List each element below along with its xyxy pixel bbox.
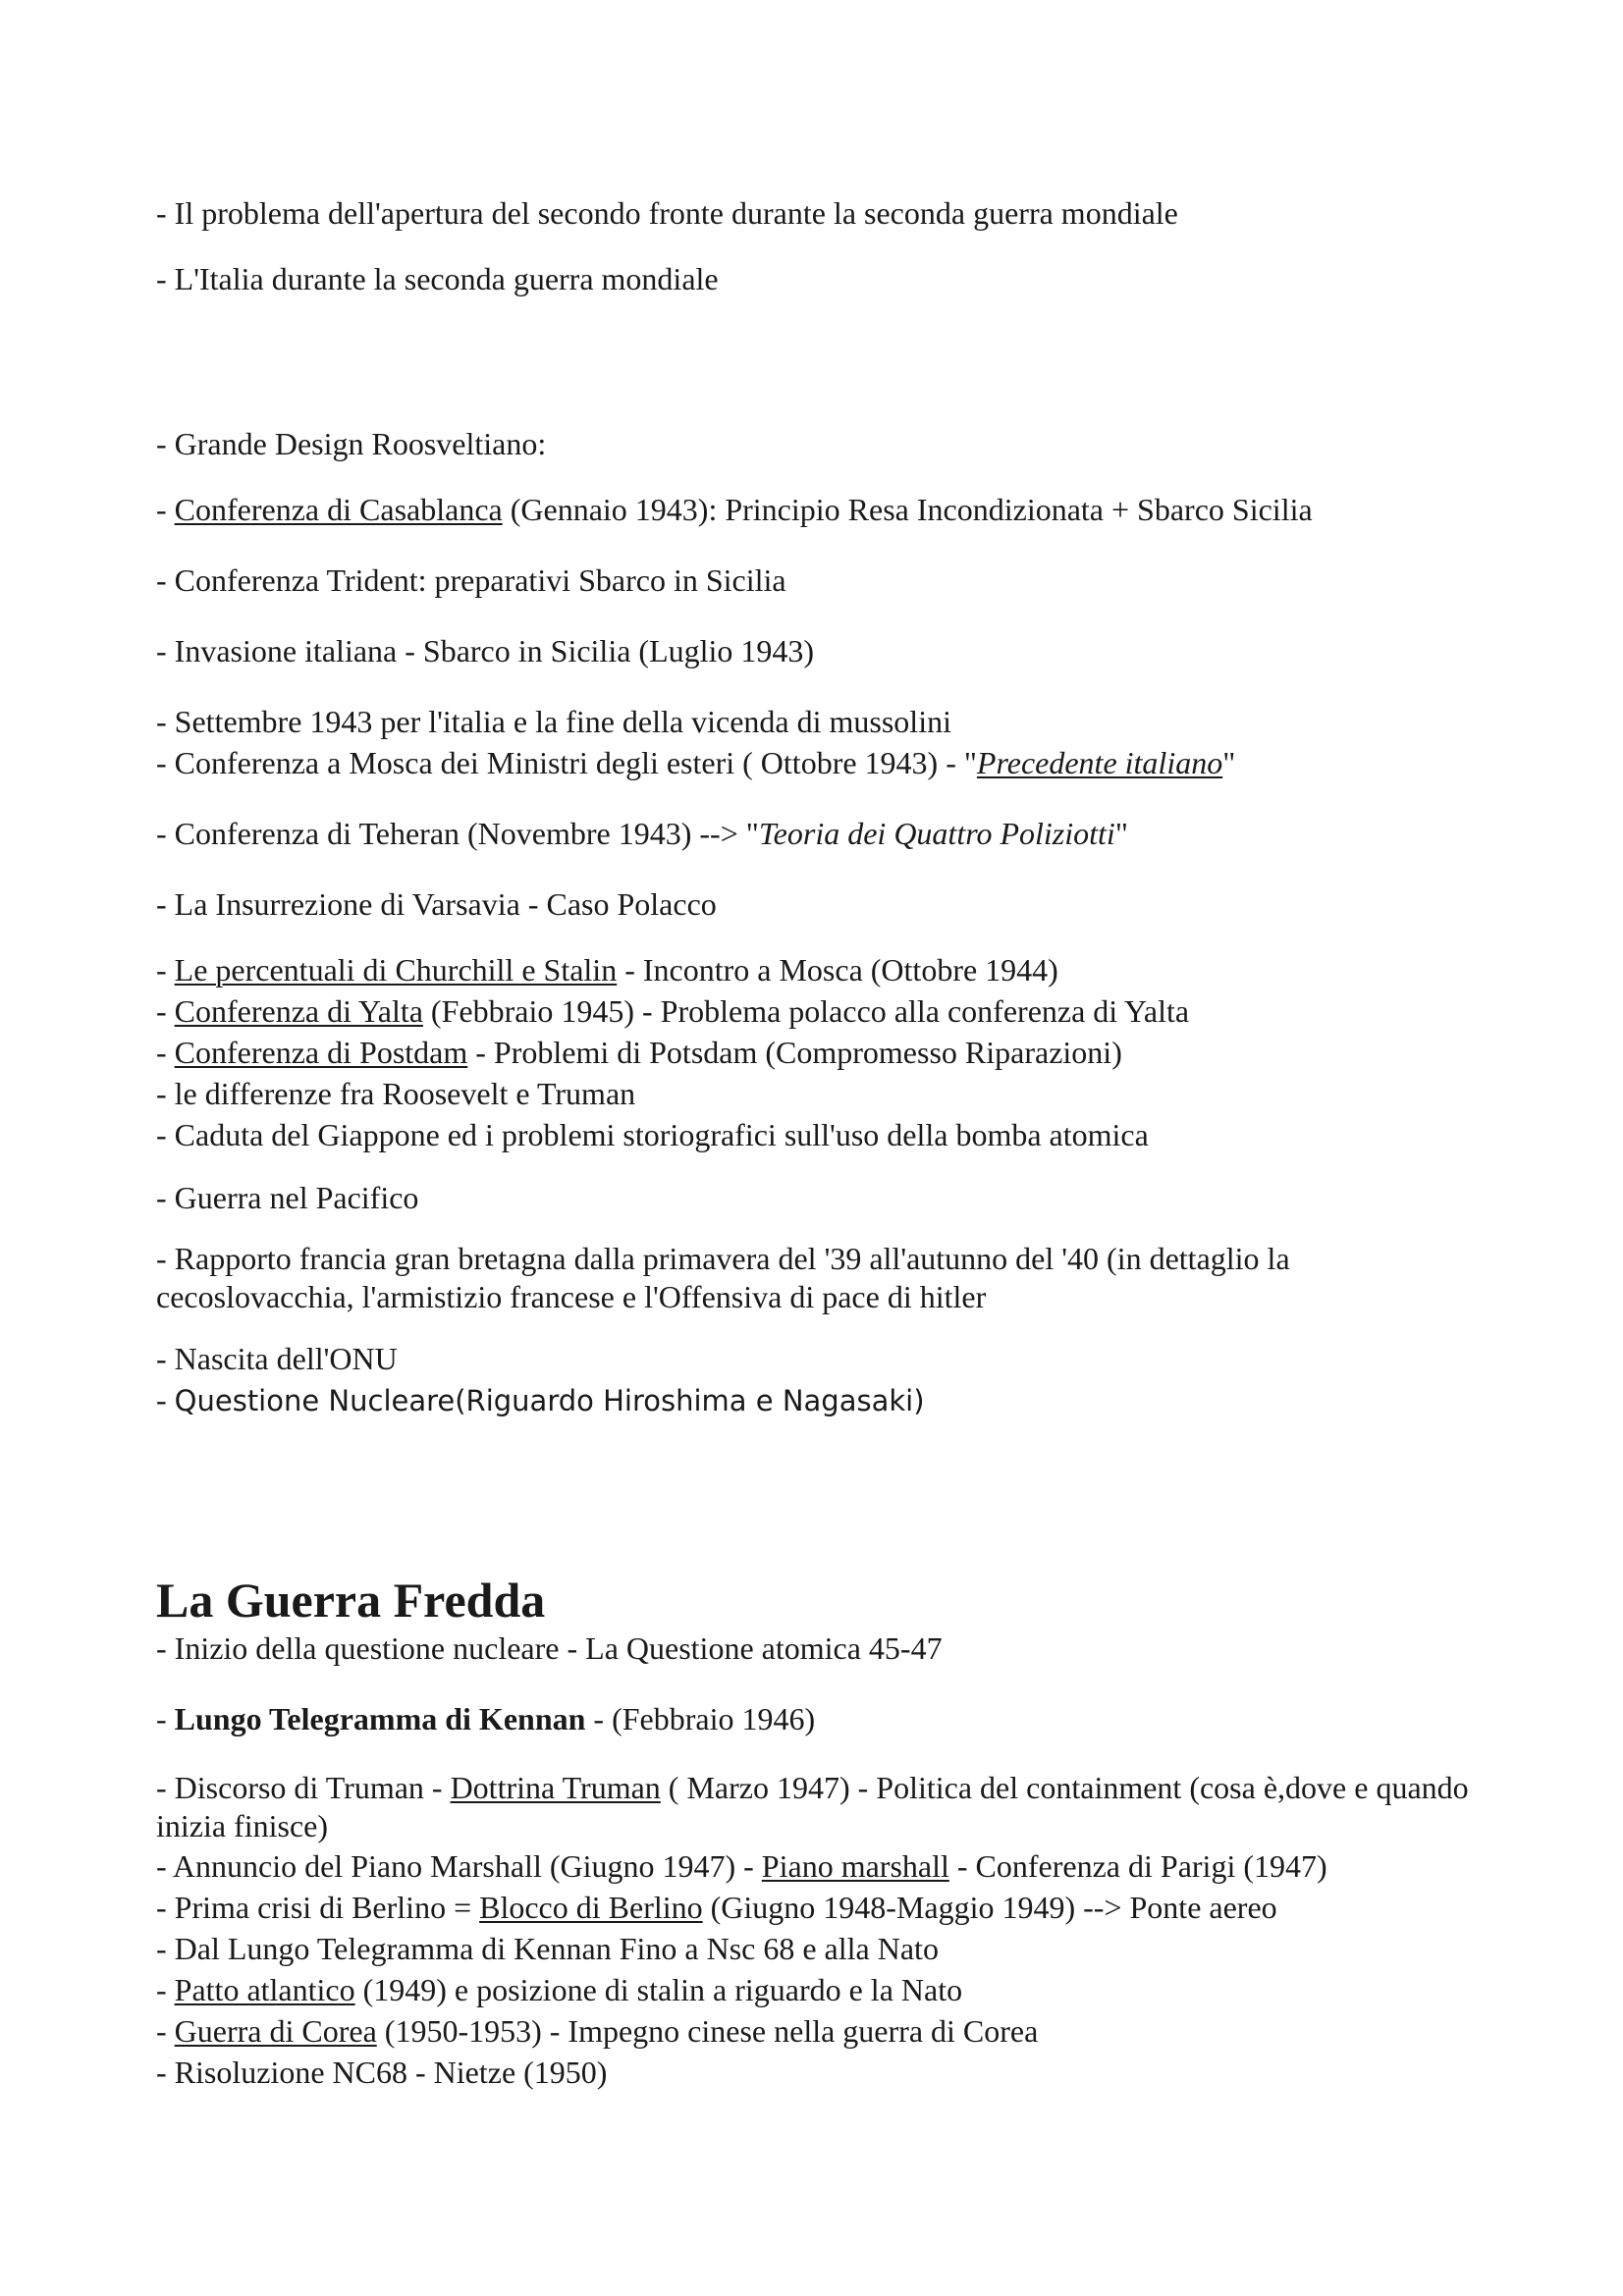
list-dash: - xyxy=(156,1035,175,1070)
list-item xyxy=(156,1969,1472,2010)
list-dash: - xyxy=(156,993,175,1029)
list-dash: - xyxy=(156,1382,175,1417)
list-text: " xyxy=(1114,816,1128,851)
list-dash: - xyxy=(156,492,175,527)
list-text: - (Febbraio 1946) xyxy=(585,1701,816,1736)
list-item xyxy=(156,1887,1472,1928)
list-text: ( Marzo 1947) - Politica del containment (cosa è,dove e quando inizia finisce) xyxy=(156,1770,1469,1843)
list-text: (Febbraio 1945) - Problema polacco alla conferenza di Yalta xyxy=(422,993,1190,1029)
precedente-italiano-link[interactable]: Precedente italiano xyxy=(976,745,1223,780)
list-item: - Inizio della questione nucleare - La Questione atomica 45-47 xyxy=(156,1630,943,1666)
list-text: (Gennaio 1943): Principio Resa Incondizionata + Sbarco Sicilia xyxy=(502,492,1313,527)
list-text: - Incontro a Mosca (Ottobre 1944) xyxy=(617,952,1058,988)
list-dash: - xyxy=(156,1701,175,1736)
list-text: " xyxy=(1222,745,1236,780)
list-text: - Prima crisi di Berlino = xyxy=(156,1890,480,1925)
list-item: - Grande Design Roosveltiano: xyxy=(156,426,547,461)
blocco-berlino-link[interactable]: Blocco di Berlino xyxy=(479,1890,703,1925)
list-item: - L'Italia durante la seconda guerra mondiale xyxy=(156,261,719,296)
list-item: - Conferenza Trident: preparativi Sbarco in Sicilia xyxy=(156,562,786,598)
list-text: (1949) e posizione di stalin a riguardo e la Nato xyxy=(354,1972,963,2007)
list-item: - Nascita dell'ONU xyxy=(156,1341,398,1376)
postdam-link[interactable]: Conferenza di Postdam xyxy=(174,1035,468,1070)
list-text: - Discorso di Truman - xyxy=(156,1770,451,1805)
list-text: (1950-1953) - Impegno cinese nella guerra di Corea xyxy=(376,2013,1039,2049)
guerra-corea-link[interactable]: Guerra di Corea xyxy=(174,2013,377,2049)
list-dash: - xyxy=(156,2013,175,2049)
list-item xyxy=(156,2010,1472,2052)
list-text: - Problemi di Potsdam (Compromesso Riparazioni) xyxy=(467,1035,1122,1070)
list-item: - Caduta del Giappone ed i problemi storiografici sull'uso della bomba atomica xyxy=(156,1117,1149,1152)
section-heading: La Guerra Fredda xyxy=(156,1573,546,1628)
list-dash: - xyxy=(156,952,175,988)
list-item: - La Insurrezione di Varsavia - Caso Polacco xyxy=(156,886,717,922)
list-item xyxy=(156,742,1472,783)
dottrina-truman-link[interactable]: Dottrina Truman xyxy=(450,1770,661,1805)
list-item: - Il problema dell'apertura del secondo fronte durante la seconda guerra mondiale xyxy=(156,195,1178,231)
list-item xyxy=(156,1769,1472,1845)
list-text: (Giugno 1948-Maggio 1949) --> Ponte aereo xyxy=(702,1890,1277,1925)
list-item xyxy=(156,949,1472,990)
list-item: - Risoluzione NC68 - Nietze (1950) xyxy=(156,2055,608,2090)
list-item xyxy=(156,990,1472,1032)
list-text: - Conferenza di Teheran (Novembre 1943) --> " xyxy=(156,816,759,851)
list-item: - Invasione italiana - Sbarco in Sicilia (Luglio 1943) xyxy=(156,633,815,668)
piano-marshall-link[interactable]: Piano marshall xyxy=(761,1848,949,1884)
casablanca-link[interactable]: Conferenza di Casablanca xyxy=(174,492,503,527)
list-item: - le differenze fra Roosevelt e Truman xyxy=(156,1076,636,1111)
list-item: - Dal Lungo Telegramma di Kennan Fino a Nsc 68 e alla Nato xyxy=(156,1931,939,1966)
list-item: - Guerra nel Pacifico xyxy=(156,1180,419,1215)
list-item xyxy=(156,1032,1472,1073)
list-dash: - xyxy=(156,1972,175,2007)
bold-text: Lungo Telegramma di Kennan xyxy=(174,1701,586,1736)
percentuali-link[interactable]: Le percentuali di Churchill e Stalin xyxy=(174,952,618,988)
patto-atlantico-link[interactable]: Patto atlantico xyxy=(174,1972,355,2007)
list-text: Questione Nucleare(Riguardo Hiroshima e Nagasaki) xyxy=(174,1384,925,1417)
list-item xyxy=(156,1698,1472,1739)
list-text: - Conferenza di Parigi (1947) xyxy=(948,1848,1327,1884)
document-page xyxy=(156,192,1472,2093)
list-item: - Rapporto francia gran bretagna dalla primavera del '39 all'autunno del '40 (in dettaglio la cecoslovacchia, l'armistizio francese e l'Offensiva di pace di hitler xyxy=(156,1241,1290,1314)
list-text: - Conferenza a Mosca dei Ministri degli esteri ( Ottobre 1943) - " xyxy=(156,745,977,780)
yalta-link[interactable]: Conferenza di Yalta xyxy=(174,993,423,1029)
list-item xyxy=(156,489,1472,530)
emphasis-text: Teoria dei Quattro Poliziotti xyxy=(758,816,1115,851)
list-text: - Annuncio del Piano Marshall (Giugno 1947) - xyxy=(156,1848,762,1884)
list-item: - Settembre 1943 per l'italia e la fine della vicenda di mussolini xyxy=(156,704,951,739)
list-item xyxy=(156,813,1472,854)
list-item xyxy=(156,1845,1472,1887)
list-item xyxy=(156,1379,1472,1421)
